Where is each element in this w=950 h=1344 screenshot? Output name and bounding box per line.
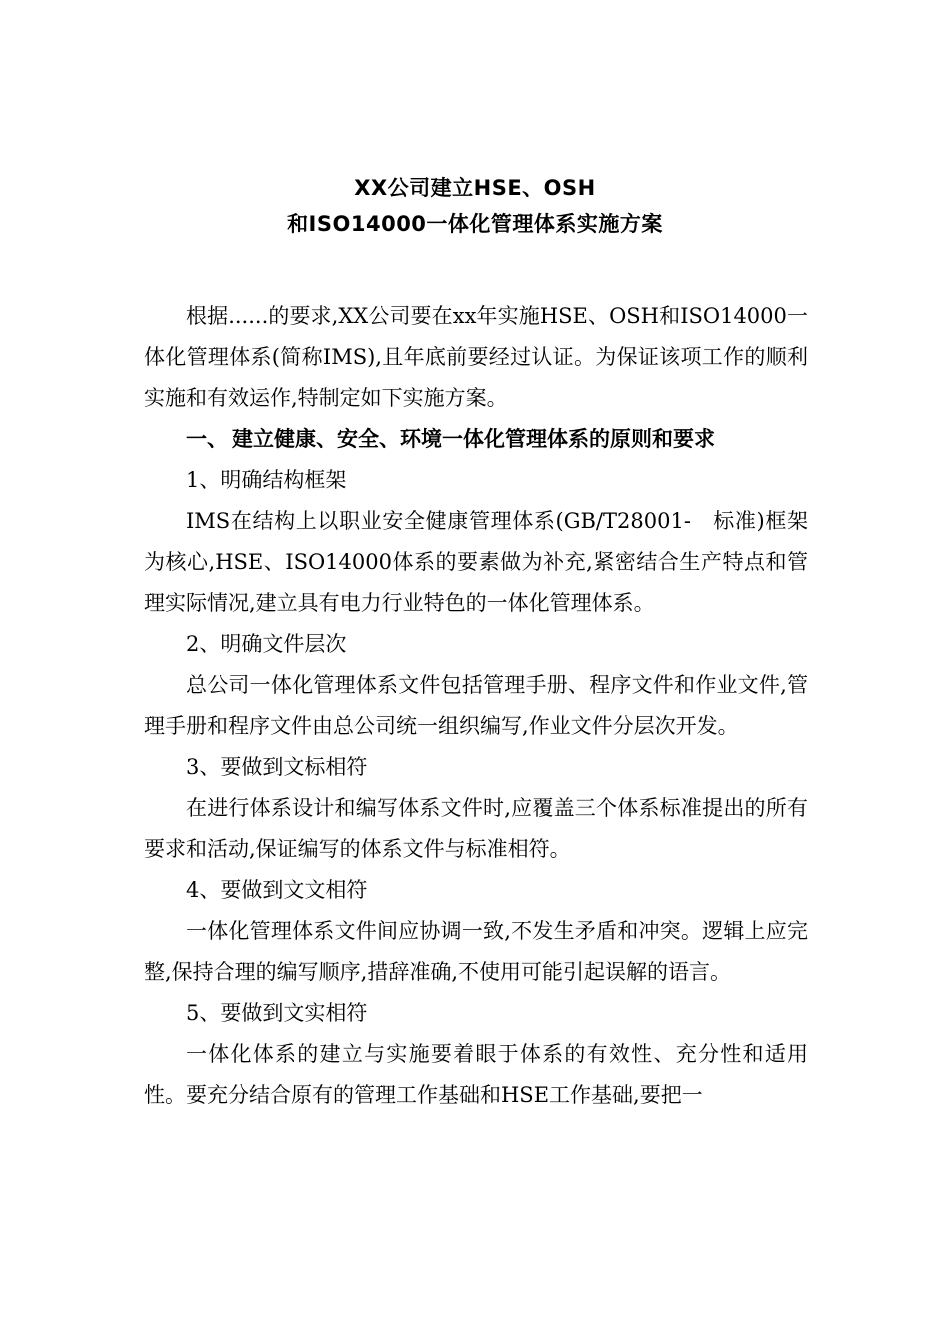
item-1-paragraph: IMS在结构上以职业安全健康管理体系(GB/T28001- 标准)框架为核心,HSE、ISO14000体系的要素做为补充,紧密结合生产特点和管理实际情况,建立具有电力行业特色的一体化管理体系。 [144, 509, 808, 615]
document-title [0, 170, 950, 242]
section-1-number: 一、 [186, 427, 228, 451]
item-4-heading: 4、要做到文文相符 [186, 878, 368, 902]
item-5-paragraph: 一体化体系的建立与实施要着眼于体系的有效性、充分性和适用性。要充分结合原有的管理工作基础和HSE工作基础,要把一 [144, 1042, 808, 1107]
item-5-heading: 5、要做到文实相符 [186, 1001, 368, 1025]
item-3-paragraph: 在进行体系设计和编写体系文件时,应覆盖三个体系标准提出的所有要求和活动,保证编写的体系文件与标准相符。 [144, 796, 808, 861]
document-body [144, 296, 808, 1116]
title-line-1: XX公司建立HSE、OSH [354, 176, 596, 200]
section-1-heading [144, 419, 808, 460]
item-3-heading: 3、要做到文标相符 [186, 755, 368, 779]
section-1-title: 建立健康、安全、环境一体化管理体系的原则和要求 [232, 427, 715, 451]
item-2-paragraph: 总公司一体化管理体系文件包括管理手册、程序文件和作业文件,管理手册和程序文件由总公司统一组织编写,作业文件分层次开发。 [144, 673, 808, 738]
title-line-2: 和ISO14000一体化管理体系实施方案 [287, 212, 663, 236]
item-1-heading: 1、明确结构框架 [186, 468, 347, 492]
intro-paragraph: 根据......的要求,XX公司要在xx年实施HSE、OSH和ISO14000一体化管理体系(简称IMS),且年底前要经过认证。为保证该项工作的顺利实施和有效运作,特制定如下实施方案。 [144, 304, 808, 410]
item-2-heading: 2、明确文件层次 [186, 632, 347, 656]
item-4-paragraph: 一体化管理体系文件间应协调一致,不发生矛盾和冲突。逻辑上应完整,保持合理的编写顺序,措辞准确,不使用可能引起误解的语言。 [144, 919, 808, 984]
